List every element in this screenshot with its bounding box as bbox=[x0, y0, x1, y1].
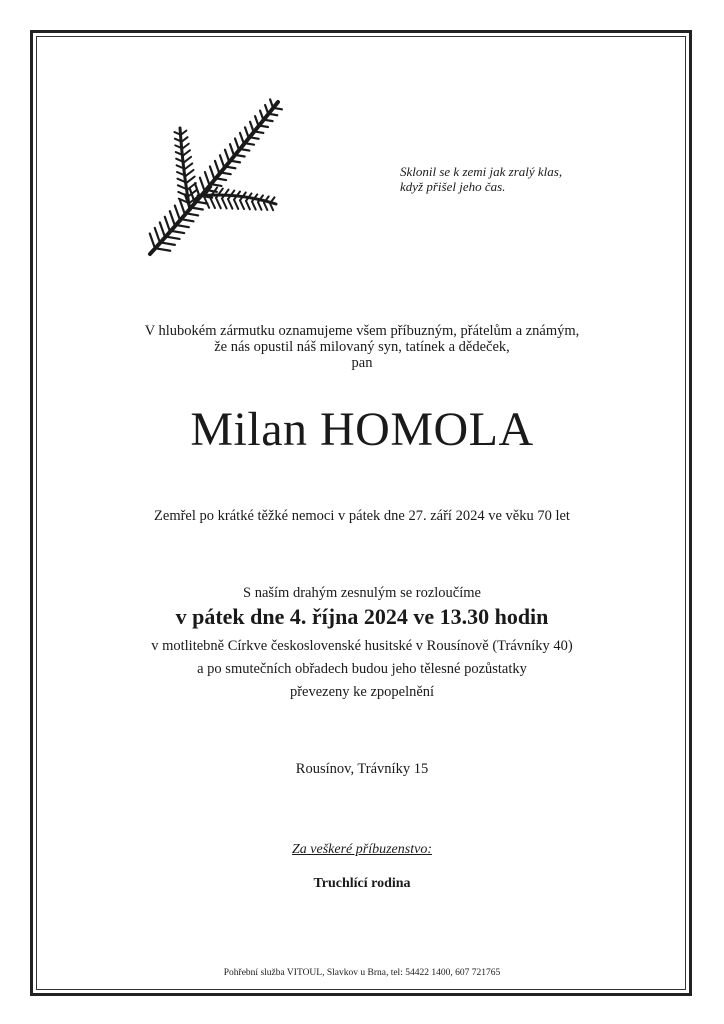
verse-line-1: Sklonil se k zemi jak zralý klas, bbox=[400, 164, 563, 179]
footer-funeral-service: Pohřební služba VITOUL, Slavkov u Brna, tel: 54422 1400, 607 721765 bbox=[223, 968, 501, 978]
address: Rousínov, Trávníky 15 bbox=[295, 761, 429, 777]
death-notice: Zemřel po krátké těžké nemoci v pátek dne 27. září 2024 ve věku 70 let bbox=[154, 508, 570, 524]
announcement-line-3: pan bbox=[351, 355, 373, 371]
spruce-branch-icon bbox=[128, 92, 288, 262]
farewell-place: v motlitebně Církve československé husitské v Rousínově (Trávníky 40) bbox=[151, 638, 573, 654]
verse bbox=[400, 164, 562, 194]
farewell-date-time: v pátek dne 4. října 2024 ve 13.30 hodin bbox=[175, 604, 549, 629]
farewell-line-2: a po smutečních obřadech budou jeho tělesné pozůstatky bbox=[197, 661, 527, 677]
on-behalf-label: Za veškeré příbuzenstvo: bbox=[292, 842, 432, 857]
mourners-signature: Truchlící rodina bbox=[313, 876, 411, 891]
farewell-intro: S naším drahým zesnulým se rozloučíme bbox=[243, 585, 481, 601]
announcement bbox=[0, 323, 724, 371]
verse-line-2: když přišel jeho čas. bbox=[400, 179, 506, 194]
farewell-line-3: převezeny ke zpopelnění bbox=[289, 684, 435, 700]
announcement-line-1: V hlubokém zármutku oznamujeme všem příbuzným, přátelům a známým, bbox=[144, 323, 580, 339]
deceased-name: Milan HOMOLA bbox=[190, 403, 534, 456]
announcement-line-2: že nás opustil náš milovaný syn, tatínek a dědeček, bbox=[214, 339, 510, 355]
